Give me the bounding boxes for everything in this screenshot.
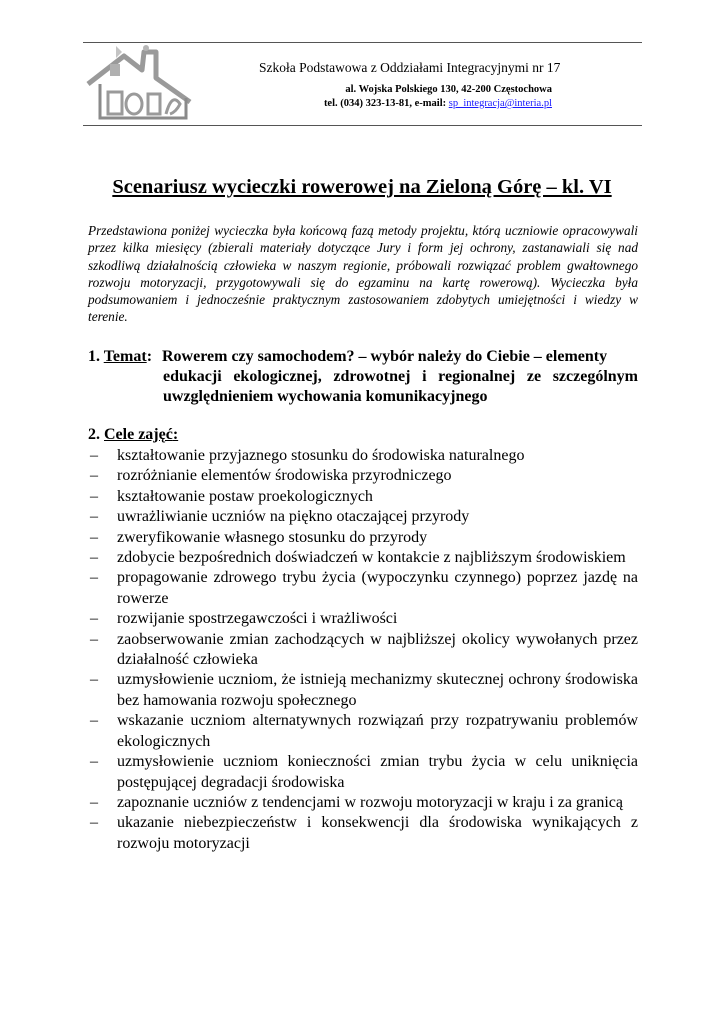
list-item: – uzmysłowienie uczniom konieczności zmian trybu życia w celu uniknięcia postępującej degradacji środowiska — [88, 752, 638, 793]
list-item: – rozróżnianie elementów środowiska przyrodniczego — [88, 466, 638, 486]
list-item: – wskazanie uczniom alternatywnych rozwiązań przy rozpatrywaniu problemów ekologicznych — [88, 711, 638, 752]
list-item: – ukazanie niebezpieczeństw i konsekwencji dla środowiska wynikających z rozwoju motoryzacji — [88, 813, 638, 854]
goals-number: 2. — [88, 426, 100, 443]
list-item: – kształtowanie przyjaznego stosunku do środowiska naturalnego — [88, 446, 638, 466]
goals-list — [88, 446, 638, 854]
list-item: – uzmysłowienie uczniom, że istnieją mechanizmy skutecznej ochrony środowiska bez hamowania rozwoju społecznego — [88, 670, 638, 711]
school-address: al. Wojska Polskiego 130, 42-200 Częstochowa — [345, 84, 552, 95]
document-title: Scenariusz wycieczki rowerowej na Zieloną Górę – kl. VI — [112, 176, 612, 198]
phone-text: tel. (034) 323-13-81, e-mail: — [323, 98, 447, 109]
section-goals-heading — [88, 426, 178, 444]
list-item: – kształtowanie postaw proekologicznych — [88, 487, 638, 507]
list-item: – zweryfikowanie własnego stosunku do przyrody — [88, 528, 638, 548]
intro-paragraph: Przedstawiona poniżej wycieczka była końcową fazą metody projektu, którą uczniowie opracowywali przez kilka miesięcy (zbierali materiały dotyczące Jury i form jej ochrony, zastanawiali się nad szkodliwą działalnością człowieka w naszym regionie, próbowali rozwiązać problem gwałtownego rozwoju motoryzacji, przygotowywali się do egzaminu na kartę rowerową). Wycieczka była podsumowaniem i jednocześnie praktycznym zastosowaniem zdobytych umiejętności i wiedzy w terenie. — [88, 223, 638, 325]
list-item: – zapoznanie uczniów z tendencjami w rozwoju motoryzacji w kraju i za granicą — [88, 793, 638, 813]
goals-label: Cele zajęć: — [104, 426, 179, 443]
list-item: – uwrażliwianie uczniów na piękno otaczającej przyrody — [88, 507, 638, 527]
topic-text-rest: edukacji ekologicznej, zdrowotnej i regionalnej ze szczególnym uwzględnieniem wychowania komunikacyjnego — [163, 368, 638, 405]
list-item: – propagowanie zdrowego trybu życia (wypoczynku czynnego) poprzez jazdę na rowerze — [88, 568, 638, 609]
header-bottom-rule — [83, 125, 642, 126]
list-item: – rozwijanie spostrzegawczości i wrażliwości — [88, 609, 638, 629]
goals-label-text: Cele zajęć — [104, 426, 173, 443]
topic-text-first: Rowerem czy samochodem? – wybór należy do Ciebie – elementy — [162, 348, 608, 365]
contact-line — [324, 98, 552, 109]
email-link[interactable]: sp_integracja@interia.pl — [448, 98, 552, 109]
list-item: – zdobycie bezpośrednich doświadczeń w kontakcie z najbliższym środowiskiem — [88, 548, 638, 568]
header-top-rule — [83, 42, 642, 43]
school-logo-house — [86, 44, 196, 122]
school-name: Szkoła Podstawowa z Oddziałami Integracyjnymi nr 17 — [259, 60, 561, 75]
topic-number: 1. — [88, 348, 100, 365]
section-topic — [88, 347, 638, 407]
topic-label: Temat — [103, 348, 147, 365]
topic-heading: 1. Temat: — [88, 348, 153, 365]
list-item: – zaobserwowanie zmian zachodzących w najbliższej okolicy wywołanych przez działalność człowieka — [88, 630, 638, 671]
